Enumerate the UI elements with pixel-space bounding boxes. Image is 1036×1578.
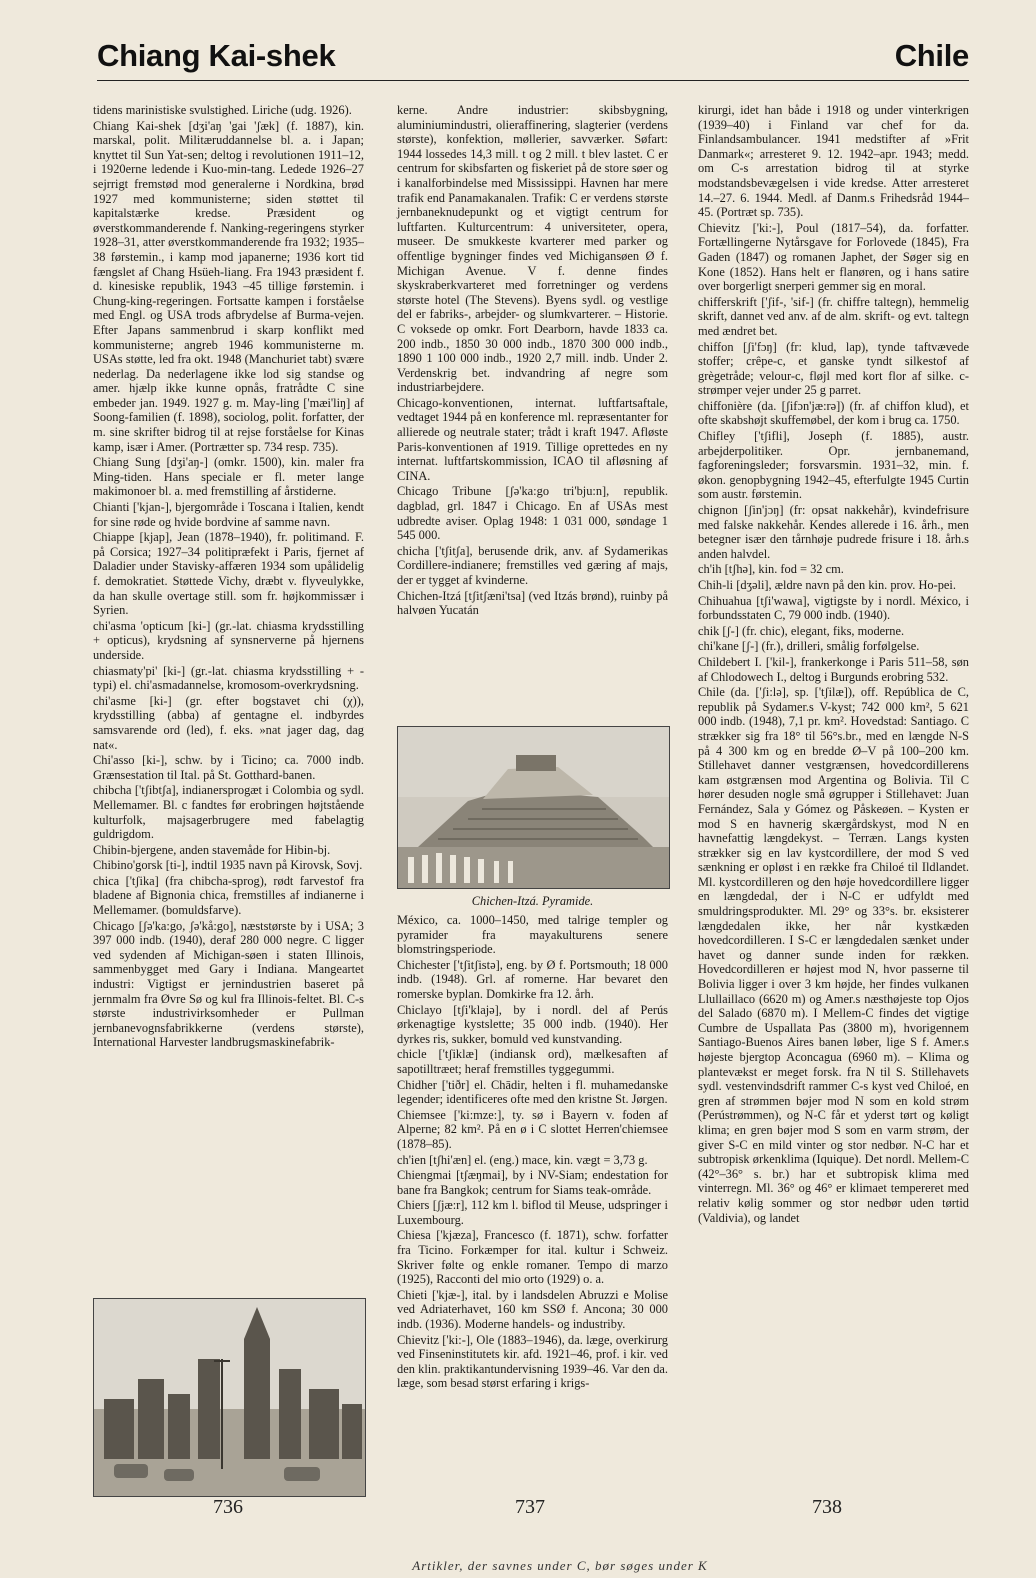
entry: ch'ien [tʃhi'æn] el. (eng.) mace, kin. vægt = 3,73 g. [397, 1152, 648, 1167]
entry: Chiesa ['kjæza], Francesco (f. 1871), schw. forfatter fra Ticino. Forkæmper for ital. kultur i Schweiz. Skriver følte og enkle romaner. Tempo di marzo (1925), Racconti del mio orto (1929) o. a. [397, 1228, 668, 1287]
entry: Chiemsee ['ki:mze:], ty. sø i Bayern v. foden af Alperne; 82 km². På en ø i C slottet Herren'chiemsee (1878–85). [397, 1107, 668, 1151]
entry: Chianti ['kjan-], bjergområde i Toscana i Italien, kendt for sine røde og hvide bordvine af samme navn. [93, 500, 364, 529]
entry: Chi'asso [ki-], schw. by i Ticino; ca. 7000 indb. Grænsestation til Ital. på St. Gotthard-banen. [93, 753, 364, 782]
entry: Chile (da. ['ʃi:lə], sp. ['tʃilæ]), off. República de C, republik på Sydamer.s V-kyst; 742 000 km², 5 621 000 indb. (1948), 7,1 pr. km². Hovedstad: Santiago. C strækker sig fra 18° til 56°s.br., med en længde N-S på 4 300 km og en bredde Ø–V på 100–200 km. Stillehavet danner vestgrænsen, hovedcordillerens kam østgrænsen mod Argentina og Bolivia. Til C hører desuden nogle små øgrupper i Stillehavet: Juan Fernández, Sala y Gómez og Påskeøen. – Kysten er mod S en havnerig skærgårdskyst, mod N en havnefattig længdekyst. – Terræn. Langs kysten strækker sig en lav kystcordillere, der mod S ved sænkning er opløst i en række fra Chiloé til Ildlandet. Ml. kystcordilleren og den høje hovedcordillere ligger en længdedal, der i N-C er udfyldt med smuldringsprodukter. Ml. 29° og 33°s. br. eksisterer længdedalen ikke, her når kystkæden hovedcordilleren. I S-C er længdedalen sænket under havet og danner sunde inden for rækken. Hovedcordilleren er højest mod N, hvor passerne til Bolivia ligger i over 3 km højde, her findes vulkanen Llullaillaco (6620 m) og Amer.s næsthøjeste top Ojos del Salado (6870 m). I Mellem-C findes det vigtige Cumbre de Uspallata Pas (3800 m), hvorigennem Santiago-Buenos Aires banen løber, lige S f. Amer.s højeste bjergtop Aconcagua (6960 m). – Klima og plantevækst er meget forsk. fra N til S. Stillehavets sydl. vestenvindsdrift rammer C-s kyst ved Chiloé, en gren af strømmen bøjer mod N som en kold strøm (Perústrømmen), og N-C får et yderst tørt og køligt klima; en gren bøjer mod S som en varm strøm, der giver S-C en mild vinter og stor nedbør. N-C har et subtropisk ørkenklima (Iquique). Det nordl. Mellem-C (42°–36° s. br.) har et subtropisk klima med vinterregn. Ml. 36° og 46° er klimaet tempereret med relativ kølig sommer og stor nedbør uden tørtid (Valdivia), og landet [698, 685, 969, 1225]
column-736 [93, 103, 364, 1281]
entry: tidens marinistiske svulstighed. Liriche (udg. 1926). [93, 103, 352, 117]
entry: ch'ih [tʃhə], kin. fod = 32 cm. [698, 562, 844, 577]
entry: chicha ['tʃitʃa], berusende drik, anv. af Sydamerikas Cordillere-indianere; fremstilles ved gæring af majs, der er tygget af kvinderne. [397, 543, 668, 587]
entry: Chiclayo [tʃi'klajə], by i nordl. del af Perús ørkenagtige kystslette; 35 000 indb. (1940). Her dyrkes ris, sukker, bomuld ved kunstvanding. [397, 1002, 668, 1046]
entry: Chifley ['tʃifli], Joseph (f. 1885), austr. arbejderpolitiker. Opr. jernbanemand, fagforeningsleder; forsvarsmin. 1931–32, min. f. økon. genopbygning 1942–45, efterfulgte 1945 Curtin som austr. førstemin. [698, 429, 969, 502]
entry: Chiappe [kjap], Jean (1878–1940), fr. politimand. F. på Corsica; 1927–34 politipræfekt i Paris, fjernet af Daladier under Stavisky-affæren 1934 som upålidelig f. demokratiet. Støttede Vichy, dræbt v. flyveulykke, da han skulle overtage still. som fr. højkommissær i Syrien. [93, 530, 364, 618]
entry: Chichester ['tʃitʃistə], eng. by Ø f. Portsmouth; 18 000 indb. (1948). Grl. af romerne. Har bevaret den romerske byplan. Domkirke fra 12. årh. [397, 957, 668, 1001]
entry: chiffonière (da. [ʃifɔn'jæ:rə]) (fr. af chiffon klud), et ofte skabshøjt skuffemøbel, der kom i brug ca. 1750. [698, 398, 969, 428]
chichen-itza-photo [397, 726, 670, 889]
entry: Chibino'gorsk [ti-], indtil 1935 navn på Kirovsk, Sovj. [93, 858, 363, 873]
entry: chiffon [ʃi'fɔŋ] (fr: klud, lap), tynde taftvævede stoffer; crêpe-c, et ganske tyndt silkestof af grègetråde; velour-c, fløjl med kort flor af silke. c-strømper vejer under 25 g parret. [698, 339, 969, 398]
entry: chiasmaty'pi' [ki-] (gr.-lat. chiasma krydsstilling + -typi) el. chi'asmadannelse, kromosom-overkrydsning. [93, 663, 364, 693]
entry: chicle ['tʃiklæ] (indiansk ord), mælkesaften af sapotilltræet; heraf fremstilles tyggegummi. [397, 1047, 668, 1076]
entry: chik [ʃ-] (fr. chic), elegant, fiks, moderne. [698, 623, 905, 638]
column-738 [698, 103, 969, 1528]
entry: chibcha ['tʃibtʃa], indianersprogæt i Colombia og sydl. Mellemamer. Bl. c fandtes før erobringen højtstående kulturfolk, majsagerbrugere med fabelagtig guldrigdom. [93, 783, 364, 842]
entry: Chidher ['tiðr] el. Chādir, helten i fl. muhamedanske legender; identificeres ofte med den kristne St. Jørgen. [397, 1077, 668, 1107]
entry: Childebert I. ['kil-], frankerkonge i Paris 511–58, søn af Chlodowech I., deltog i Burgunds erobring 532. [698, 654, 969, 684]
entry: chi'asma 'opticum [ki-] (gr.-lat. chiasma krydsstilling + opticus), krydsning af synsnerverne på hjernens underside. [93, 618, 364, 662]
entry: chignon [ʃin'jɔŋ] (fr: opsat nakkehår), kvindefrisure med falske nakkehår. Kendes allerede i 16. årh., men betegner især den tårnhøje pudrede frisure i 18. årh.s anden halvdel. [698, 503, 969, 561]
running-head-right: Chile [894, 38, 969, 73]
entry: Chihuahua [tʃi'wawa], vigtigste by i nordl. México, i forbundsstaten C, 79 000 indb. (1940). [698, 593, 969, 623]
entry: Chievitz ['ki:-], Poul (1817–54), da. forfatter. Fortællingerne Nytårsgave for Forlovede (1845), Fra Gaden (1847) og romanen Japhet, der Søger sig en Kone (1852). Hans helt er flanøren, og i hans satire over borgerligt snerperi gemmer sig en moral. [698, 220, 969, 294]
photo-caption: Chichen-Itzá. Pyramide. [471, 894, 594, 908]
entry: Chiang Sung [dʒi'aŋ-] (omkr. 1500), kin. maler fra Ming-tiden. Hans speciale er fl. meter lange makimonoer bl. a. med fremstilling af årstiderne. [93, 455, 364, 499]
entry: Chicago-konventionen, internat. luftfartsaftale, vedtaget 1944 på en konference ml. repræsentanter for allierede og neutrale stater; trådt i kraft 1947. Afløste Paris-konventionen af 1919. Tillige oprettedes en ny internat. luftfartskommission, ICAO til afløsning af CINA. [397, 395, 668, 483]
entry: Chiang Kai-shek [dʒi'aŋ 'gai 'ʃæk] (f. 1887), kin. marskal, polit. Militæruddannelse bl. a. i Japan; knyttet til Sun Yat-sen; deltog i revolutionen 1911–12, i 1920erne ledende i Kuo-min-tang. Ledede 1926–27 sejrrigt fremstød mod generalerne i Nordkina, brød 1927 med kommunisterne; siden støttet til kapitalstærke kredse. Præsident og øverstkommanderende f. Nanking-regeringens styrker 1928–31, atter øverstkommanderende fra 1932; 1935–38 førstemin., i kamp mod japanerne; 1936 kort tid fængslet af Chang Hsüeh-liang. Fra 1943 præsident f. d. kinesiske republik, 1943 –45 tillige førstemin. i Chung-king-regeringen. Fortsatte kampen i forståelse med Engl. og USA trods afbrydelse af Burma-vejen. Efter Japans sammenbrud i skarp konflikt med kommunisterne; angreb 1946 kommunisterne m. USAs støtte, led fra okt. 1948 (Manchuriet tabt) svære nederlag. Da nederlagene ikke lod sig standse og amer. hjælp ikke kunne opnås, fratrådte C sine embeder jan. 1949. 1927 g. m. May-ling ['mæi'liŋ] af Soong-familien (f. 1898), sociolog, polit. forfatter, der m. sine skrifter bidrog til at rejse forståelse for Kinas kamp, især i Amer. (Portrætter sp. 734 resp. 735). [93, 118, 364, 454]
entry: Chih-li [dʒəli], ældre navn på den kin. prov. Ho-pei. [698, 578, 956, 592]
entry: kerne. Andre industrier: skibsbygning, aluminiumindustri, olieraffinering, slagterier (verdens største), konfektion, møllerier, savværker. Søfart: 1944 lossedes 14,3 mill. t og 2 mill. t blev lastet. C er centrum for skibsfarten og fiskeriet på de store søer og i kanalforbindelse med Mississippi. Havnen har mere trafik end Panamakanalen. Trafik: C er verdens største jernbaneknudepunkt og et vigtigt centrum for luftfarten. Kulturcentrum: 4 universiteter, opera, museer. De smukkeste kvarterer med parker og offentlige bygninger findes ved Michigansøen Ø f. Michigan Avenue. V f. denne findes skyskraberkvarteret med forretninger og verdens største hotel (The Stevens). Byens sydl. og vestlige del er fabriks-, arbejder- og slumkvarterer. – Historie. C voksede op omkr. Fort Dearborn, havde 1833 ca. 200 indb., 1850 30 000 indb., 1870 300 000 indb., 1890 1 100 000 indb., 1920 2,7 mill. indb. Under 2. Verdenskrig bet. indvandring af negre som industriarbejdere. [397, 103, 668, 395]
chicago-photo [93, 1298, 366, 1497]
entry: chica ['tʃika] (fra chibcha-sprog), rødt farvestof fra bladene af Bignonia chica, fremstilles af indianerne i Mellemamer. (bomuldsfarve). [93, 873, 364, 918]
entry: México, ca. 1000–1450, med talrige templer og pyramider fra mayakulturens senere blomstringsperiode. [397, 913, 668, 957]
entry: Chiers [ʃjæ:r], 112 km l. biflod til Meuse, udspringer i Luxembourg. [397, 1198, 668, 1227]
entry: Chiengmai [tʃæŋmai], by i NV-Siam; endestation for bane fra Bangkok; centrum for Siams teak-område. [397, 1168, 668, 1197]
entry: kirurgi, idet han både i 1918 og under vinterkrigen (1939–40) i Finland var chef for da. Finlandsambulancer. 1941 medstifter af »Frit Danmark«; arresteret 9. 12. 1942–apr. 1943; medd. om C-s arrestation bidrog til at styrke modstandsbevægelsen i vide kredse. Atter arresteret 14.–27. 6. 1944. Medl. af Danm.s Frihedsråd 1944–45. (Portræt sp. 735). [698, 103, 969, 220]
running-head-left: Chiang Kai-shek [97, 38, 336, 73]
entry: Chieti ['kjæ-], ital. by i landsdelen Abruzzi e Molise ved Adriaterhavet, 160 km SSØ f. Ancona; 30 000 indb. (1936). Moderne handels- og industriby. [397, 1287, 668, 1332]
entry: chi'kane [ʃ-] (fr.), drilleri, smålig forfølgelse. [698, 639, 920, 654]
entry: Chicago [ʃə'ka:go, ʃə'kå:go], næststørste by i USA; 3 397 000 indb. (1940), deraf 280 000 negre. C ligger ved sydenden af Michigan-søen i staten Illinois, sammenbygget med Gary i Indiana. Mangeartet industri: Vigtigst er jernindustrien baseret på jernmalm fra Øvre Sø og kul fra Illinois-feltet. Bl. C-s største industrivirksomheder er Pullman jernbanevognsfabrikkerne (verdens største), International Harvester landbrugsmaskinefabrik- [93, 918, 364, 1050]
header-rule [97, 80, 969, 81]
entry: chi'asme [ki-] (gr. efter bogstavet chi (χ)), krydsstilling (abba) af gentagne el. indbyrdes samsvarende ord (led), f. eks. »nat jager dag, dag nat«. [93, 693, 364, 752]
entry: Chibin-bjergene, anden stavemåde for Hibin-bj. [93, 842, 331, 857]
column-737-bottom [397, 913, 668, 1421]
entry: chifferskrift ['ʃif-, 'sif-] (fr. chiffre taltegn), hemmelig skrift, dannet ved anv. af de alm. skrift- og evt. taltegn med ændret bet. [698, 294, 969, 338]
entry: Chievitz ['ki:-], Ole (1883–1946), da. læge, overkirurg ved Finseninstitutets kir. afd. 1921–46, prof. i kir. ved den klin. praktikantundervisning 1939–46. Var den da. læge, som besad størst erfaring i krigs- [397, 1332, 668, 1391]
page-number-737: 737 [515, 1496, 545, 1518]
page-number-738: 738 [812, 1496, 842, 1518]
footer-note: Artikler, der savnes under C, bør søges under K [412, 1558, 708, 1573]
entry: Chichen-Itzá [tʃitʃæni'tsa] (ved Itzás brønd), ruinby på halvøen Yucatán [397, 588, 668, 618]
page-number-736: 736 [213, 1496, 243, 1518]
entry: Chicago Tribune [ʃə'ka:go tri'bju:n], republik. dagblad, grl. 1847 i Chicago. En af USAs mest udbredte aviser. Oplag 1948: 1 031 000, søndage 1 545 000. [397, 484, 668, 543]
